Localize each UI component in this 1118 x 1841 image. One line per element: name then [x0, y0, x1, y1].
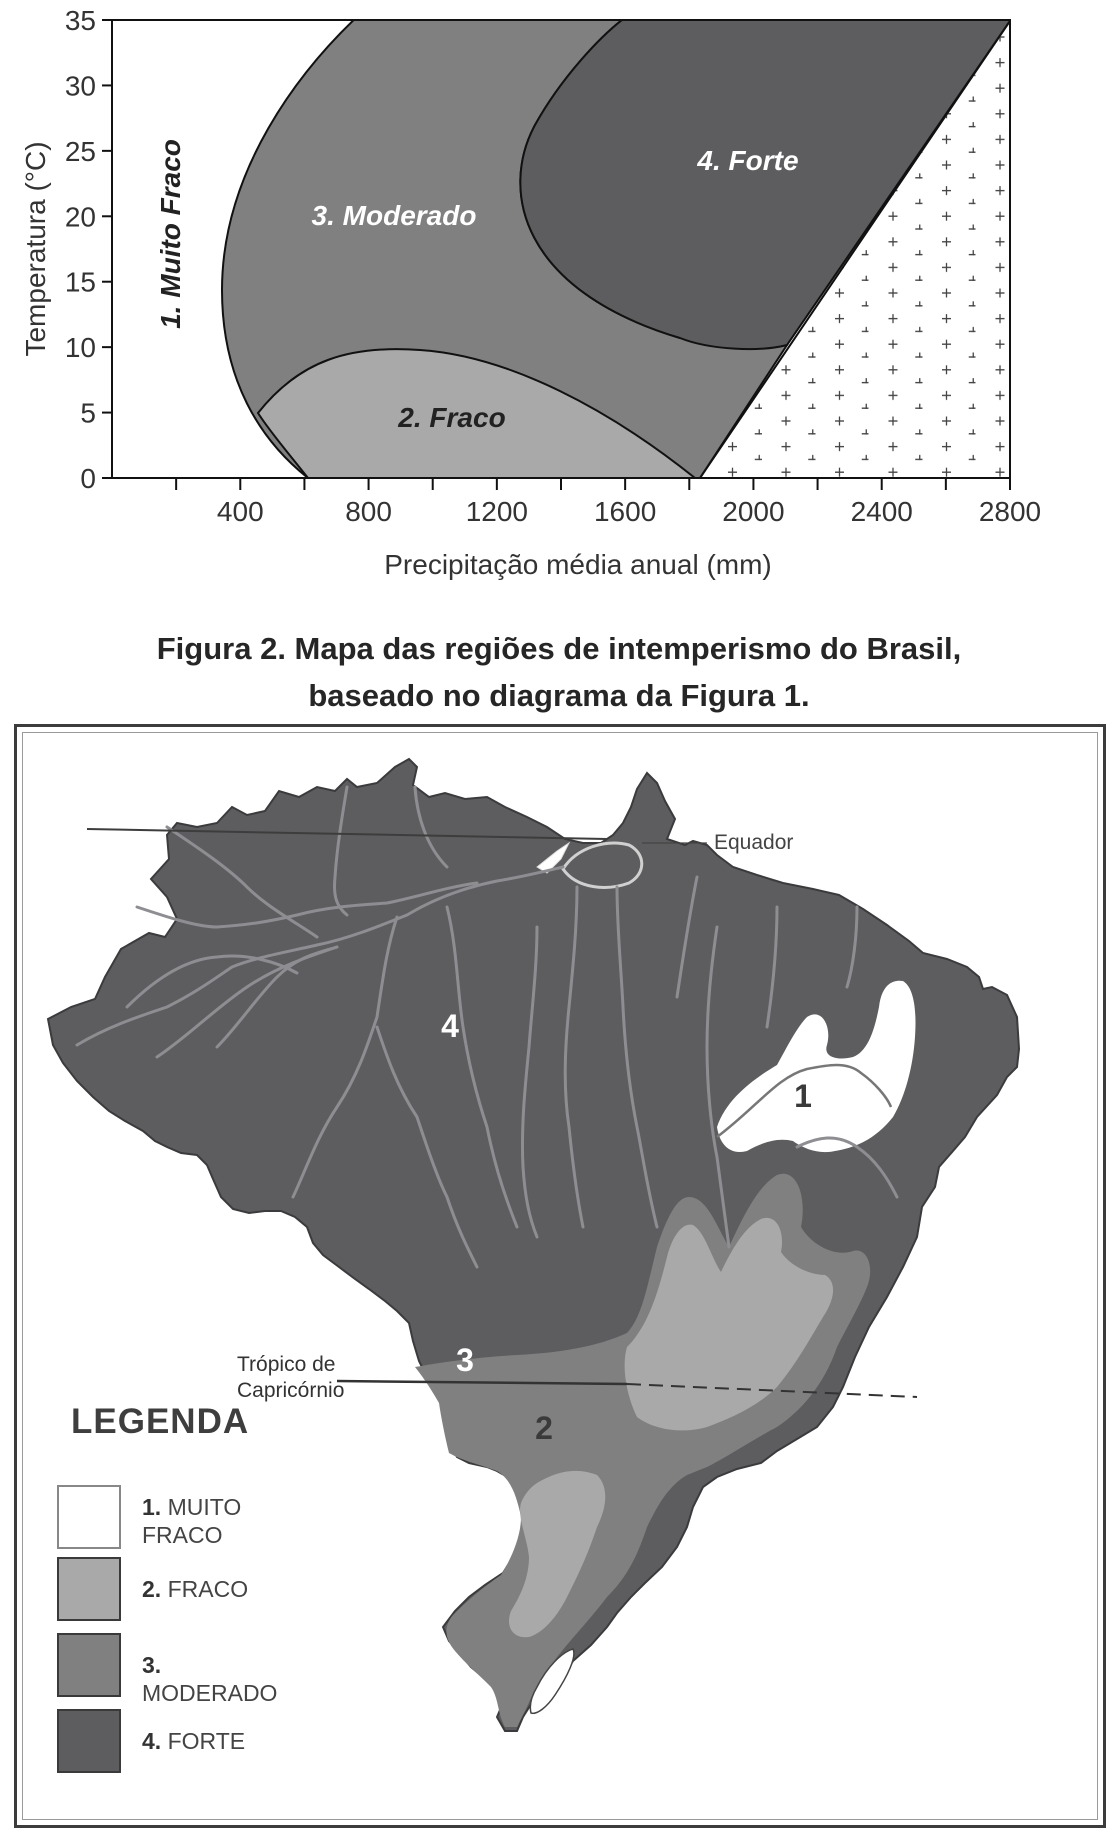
amazon-mouth — [537, 843, 569, 873]
x-tick-label: 2000 — [722, 496, 785, 527]
tropic-label-2: Capricórnio — [237, 1379, 345, 1402]
label-moderado: 3. Moderado — [311, 200, 477, 231]
legend-number: 3. — [142, 1652, 162, 1678]
label-forte: 4. Forte — [697, 145, 799, 176]
tropic-line — [337, 1381, 627, 1384]
x-tick-label: 400 — [216, 496, 264, 527]
label-fraco: 2. Fraco — [398, 402, 506, 433]
y-tick-label: 0 — [80, 463, 96, 494]
legend-label — [142, 1727, 302, 1755]
y-tick-label: 35 — [64, 5, 96, 36]
x-axis-ticks — [176, 478, 1041, 527]
legend-text: MUITO FRACO — [142, 1494, 242, 1548]
y-tick-label: 25 — [64, 135, 96, 167]
y-axis-ticks — [65, 5, 112, 494]
map-label-3: 3 — [456, 1342, 474, 1378]
caption-line-2: baseado no diagrama da Figura 1. — [308, 678, 810, 713]
region-muito-fraco-shape — [717, 981, 916, 1152]
legend-label — [142, 1493, 302, 1549]
rivers — [77, 787, 897, 1267]
legend-number: 4. — [142, 1728, 162, 1754]
y-tick-label: 5 — [80, 397, 96, 429]
y-tick-label: 30 — [64, 70, 96, 102]
legend-title: LEGENDA — [71, 1402, 250, 1441]
map-label-2: 2 — [535, 1410, 553, 1446]
y-axis-label: Temperatura (°C) — [20, 141, 51, 357]
legend-number: 1. — [142, 1494, 162, 1520]
x-tick-label: 1200 — [465, 496, 529, 527]
legend-text: FORTE — [167, 1728, 246, 1754]
lagoon-shape — [530, 1649, 574, 1713]
map-label-4: 4 — [441, 1008, 459, 1044]
legend-label — [142, 1575, 302, 1603]
region-fraco-south — [509, 1471, 605, 1637]
caption-line-1: Figura 2. Mapa das regiões de intemperismo do Brasil, — [156, 631, 962, 666]
region-moderado-shape — [415, 1174, 870, 1727]
legend-text: FRACO — [167, 1576, 249, 1602]
weathering-diagram — [0, 0, 1118, 600]
map-label-1: 1 — [794, 1078, 812, 1114]
map-frame — [14, 724, 1106, 1828]
legend-label — [142, 1651, 302, 1707]
equator-line — [87, 829, 607, 839]
x-tick-label: 1600 — [593, 496, 657, 527]
region-fraco-shape — [625, 1218, 833, 1431]
y-tick-label: 20 — [64, 201, 96, 233]
marajo-island — [563, 843, 642, 887]
x-tick-label: 2400 — [850, 496, 913, 527]
equator-label: Equador — [714, 831, 794, 854]
x-tick-label: 800 — [345, 496, 392, 527]
legend-swatch — [57, 1633, 121, 1697]
legend-swatch — [57, 1709, 121, 1773]
legend-swatch — [57, 1485, 121, 1549]
figure2-caption — [0, 625, 1118, 719]
x-tick-label: 2800 — [978, 496, 1042, 527]
brazil-map — [17, 727, 1103, 1825]
x-axis-label: Precipitação média anual (mm) — [384, 549, 772, 580]
legend-text: MODERADO — [142, 1680, 278, 1706]
legend-swatch — [57, 1557, 121, 1621]
region-forte-shape — [48, 759, 1019, 1731]
tropic-line-dashed — [627, 1384, 917, 1397]
tropic-label-1: Trópico de — [237, 1353, 336, 1376]
legend-number: 2. — [142, 1576, 162, 1602]
northeast-river — [717, 1065, 891, 1137]
y-tick-label: 10 — [64, 332, 96, 364]
label-muito-fraco: 1. Muito Fraco — [155, 139, 186, 329]
y-tick-label: 15 — [64, 266, 96, 298]
